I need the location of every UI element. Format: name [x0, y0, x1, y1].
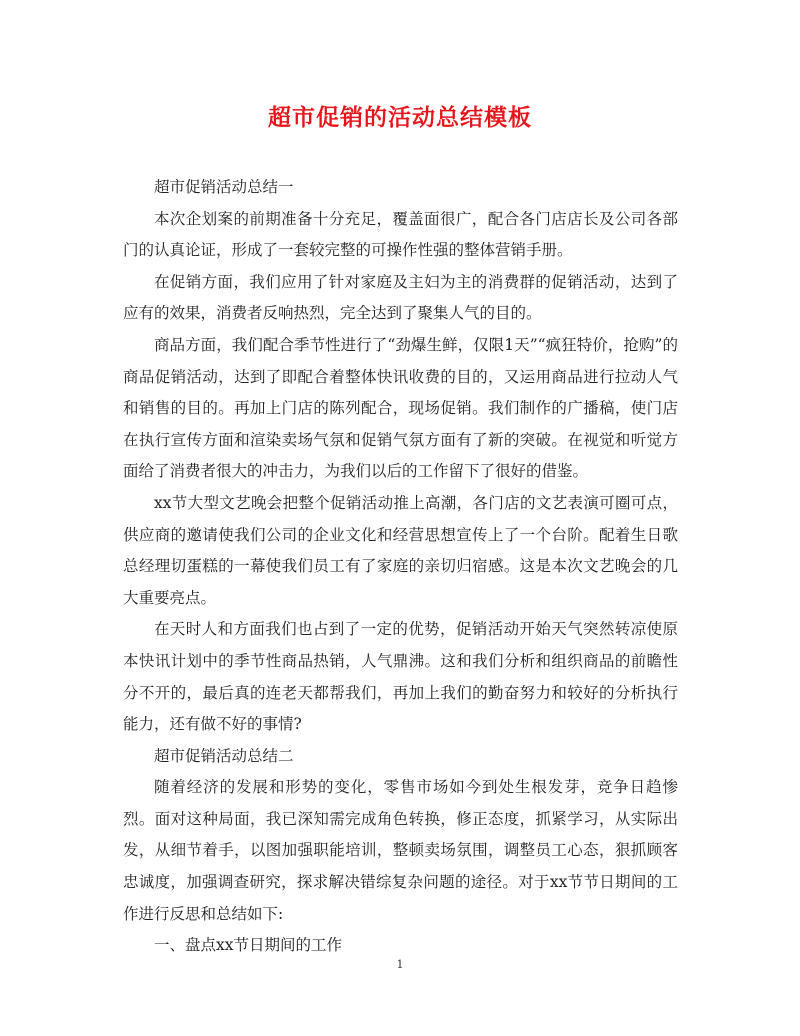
subsection-heading: 一、盘点xx节日期间的工作	[154, 936, 342, 955]
paragraph: 在促销方面，我们应用了针对家庭及主妇为主的消费群的促销活动，达到了应有的效果，消费者反响热烈，完全达到了聚集人气的目的。	[123, 272, 678, 323]
paragraph: 在天时人和方面我们也占到了一定的优势，促销活动开始天气突然转凉使原本快讯计划中的季节性商品热销，人气鼎沸。这和我们分析和组织商品的前瞻性分不开的，最后真的连老天都帮我们，再加上我们的勤奋努力和较好的分析执行能力，还有做不好的事情?	[123, 620, 678, 734]
section-heading-1: 超市促销活动总结一	[154, 178, 294, 196]
paragraph: 本次企划案的前期准备十分充足，覆盖面很广，配合各门店店长及公司各部门的认真论证，形成了一套较完整的可操作性强的整体营销手册。	[123, 209, 678, 260]
page-number: 1	[396, 958, 404, 971]
paragraph: xx节大型文艺晚会把整个促销活动推上高潮，各门店的文艺表演可圈可点，供应商的邀请使我们公司的企业文化和经营思想宣传上了一个台阶。配着生日歌总经理切蛋糕的一幕使我们员工有了家庭的亲切归宿感。这是本次文艺晚会的几大重要亮点。	[123, 493, 678, 607]
section-heading-2: 超市促销活动总结二	[154, 746, 294, 765]
document-title: 超市促销的活动总结模板	[268, 104, 532, 131]
paragraph: 商品方面，我们配合季节性进行了“劲爆生鲜，仅限1天”“疯狂特价，抢购”的商品促销活动，达到了即配合着整体快讯收费的目的，又运用商品进行拉动人气和销售的目的。再加上门店的陈列配合，现场促销。我们制作的广播稿，使门店在执行宣传方面和渲染卖场气氛和促销气氛方面有了新的突破。在视觉和听觉方面给了消费者很大的冲击力，为我们以后的工作留下了很好的借鉴。	[123, 335, 678, 481]
paragraph: 随着经济的发展和形势的变化，零售市场如今到处生根发芽，竞争日趋惨烈。面对这种局面，我已深知需完成角色转换，修正态度，抓紧学习，从实际出发，从细节着手，以图加强职能培训，整顿卖场氛围，调整员工心态，狠抓顾客忠诚度，加强调查研究，探求解决错综复杂问题的途径。对于xx节节日期间的工作进行反思和总结如下:	[123, 778, 678, 923]
document-body	[123, 172, 678, 962]
